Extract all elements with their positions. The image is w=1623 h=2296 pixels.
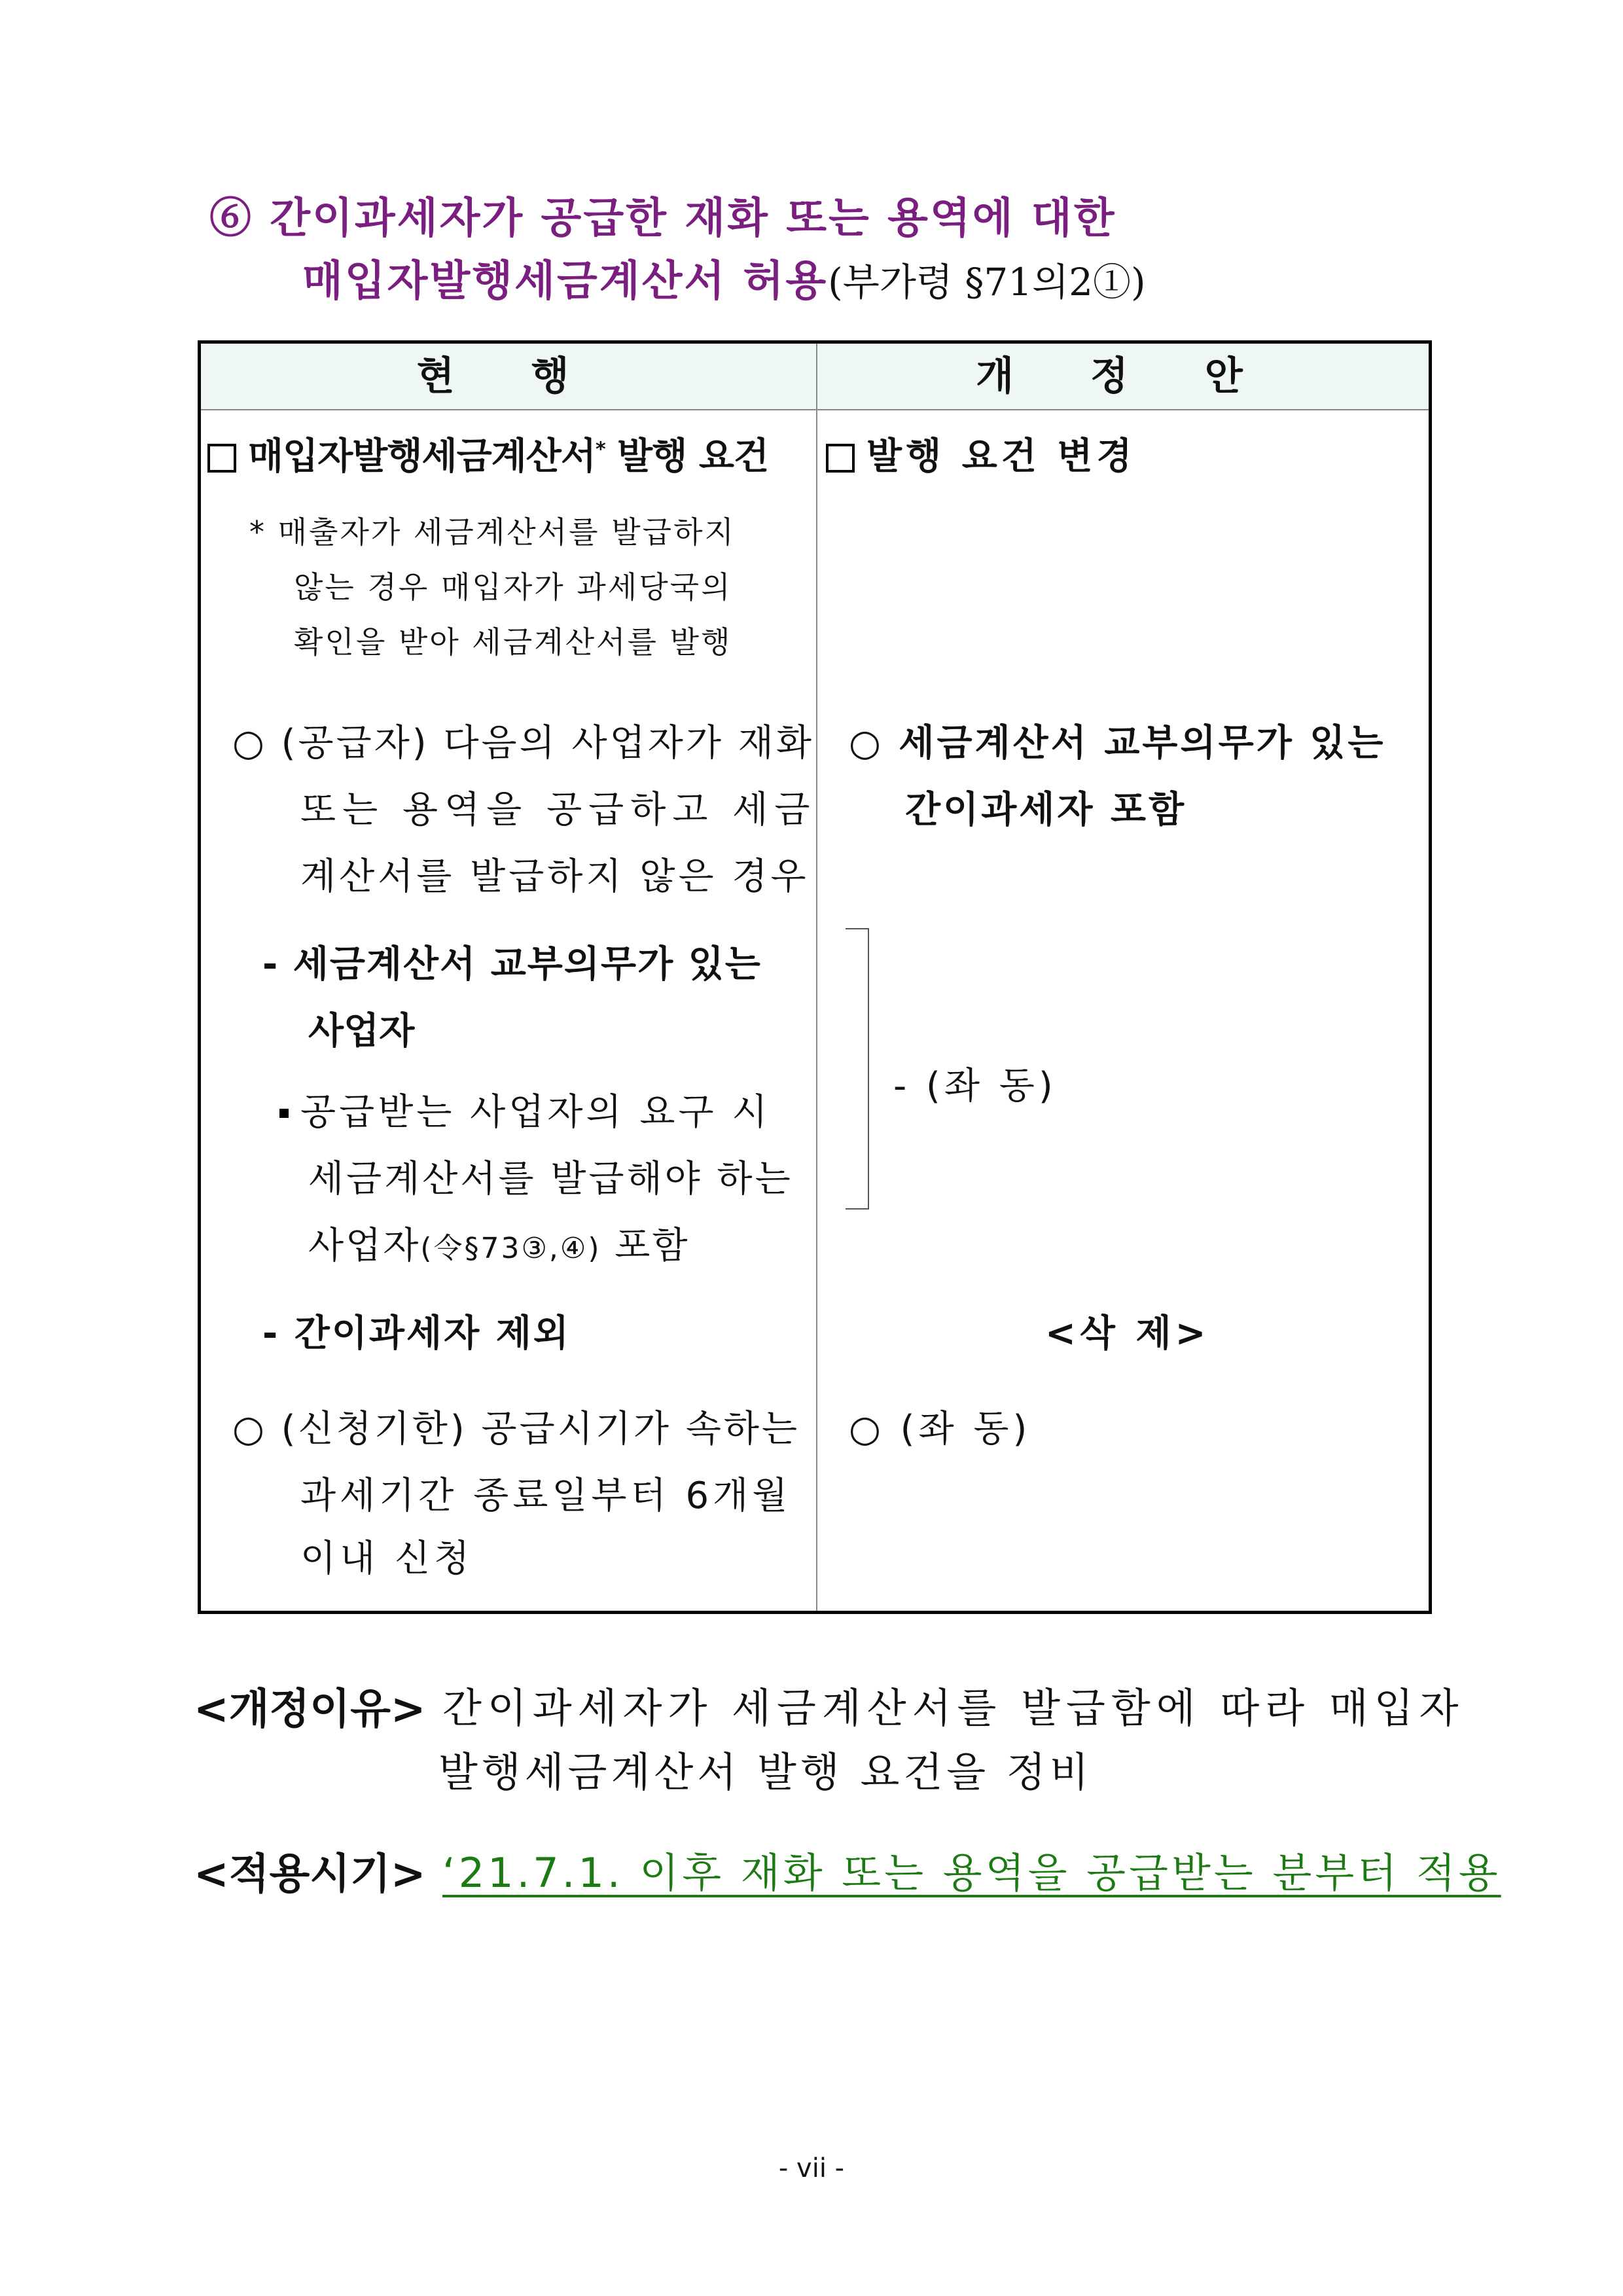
table-header	[201, 344, 1429, 410]
column-divider	[816, 344, 817, 1611]
header-revised: 개 정 안	[976, 353, 1274, 399]
sub-line1	[279, 1083, 770, 1136]
deadline-line1: ○ (신청기한) 공급시기가 속하는	[232, 1408, 800, 1450]
supplier-line2: 또는 용역을 공급하고 세금	[300, 789, 817, 831]
section-title-line2	[302, 247, 1146, 308]
checkbox-icon	[207, 444, 236, 473]
effective-text: ‘21.7.1. 이후 재화 또는 용역을 공급받는 분부터 적용	[442, 1849, 1501, 1897]
sub-line3	[308, 1217, 690, 1269]
right-deleted: <삭 제>	[1045, 1312, 1210, 1355]
comparison-table	[198, 340, 1432, 1614]
left-heading-tail: 발행 요건	[605, 435, 769, 478]
sub-line1-text: 공급받는 사업자의 요구 시	[300, 1091, 771, 1134]
sub-line3-ref: (令§73③,④)	[420, 1232, 601, 1265]
page-number: - vii -	[778, 2153, 845, 2183]
section-title-line1: ⑥ 간이과세자가 공급한 재화 또는 용역에 대한	[209, 194, 1116, 243]
sub-line2: 세금계산서를 발급해야 하는	[308, 1158, 793, 1200]
supplier-line3: 계산서를 발급하지 않은 경우	[300, 855, 810, 898]
sub-line3-a: 사업자	[308, 1225, 421, 1267]
right-item1-line1: ○ 세금계산서 교부의무가 있는	[849, 722, 1386, 764]
asterisk-mark: *	[595, 438, 605, 461]
checkbox-icon	[826, 444, 855, 473]
reason-label: <개정이유>	[194, 1685, 426, 1734]
right-same1: - (좌 동)	[893, 1065, 1057, 1107]
note-line3: 확인을 받아 세금계산서를 발행	[294, 624, 732, 660]
right-item1-line2: 간이과세자 포함	[905, 789, 1187, 831]
dash1-line2: 사업자	[308, 1010, 415, 1052]
section-title-main: 매입자발행세금계산서 허용	[302, 257, 829, 306]
section-title-ref: (부가령 §71의2①)	[828, 260, 1146, 304]
reason-line1: 간이과세자가 세금계산서를 발급함에 따라 매입자	[442, 1684, 1465, 1732]
right-heading-text: 발행 요건 변경	[866, 435, 1136, 478]
sub-line3-c: 포함	[601, 1225, 690, 1267]
dash1-line1: - 세금계산서 교부의무가 있는	[262, 943, 762, 986]
note-line2: 않는 경우 매입자가 과세당국의	[294, 569, 732, 605]
right-heading	[826, 427, 1136, 480]
effective-label: <적용시기>	[194, 1850, 426, 1899]
note-line1: * 매출자가 세금계산서를 발급하지	[249, 514, 736, 550]
bracket	[846, 928, 869, 1210]
deadline-line3: 이내 신청	[300, 1537, 474, 1580]
right-same2: ○ (좌 동)	[849, 1408, 1031, 1450]
left-heading	[207, 427, 768, 480]
left-heading-text: 매입자발행세금계산서	[248, 435, 596, 478]
reason-line2: 발행세금계산서 발행 요건을 정비	[438, 1748, 1093, 1796]
square-bullet-icon	[279, 1109, 289, 1118]
header-current: 현 행	[416, 353, 601, 399]
supplier-line1: ○ (공급자) 다음의 사업자가 재화	[232, 722, 814, 764]
dash2: - 간이과세자 제외	[262, 1312, 571, 1355]
deadline-line2: 과세기간 종료일부터 6개월	[300, 1475, 792, 1517]
